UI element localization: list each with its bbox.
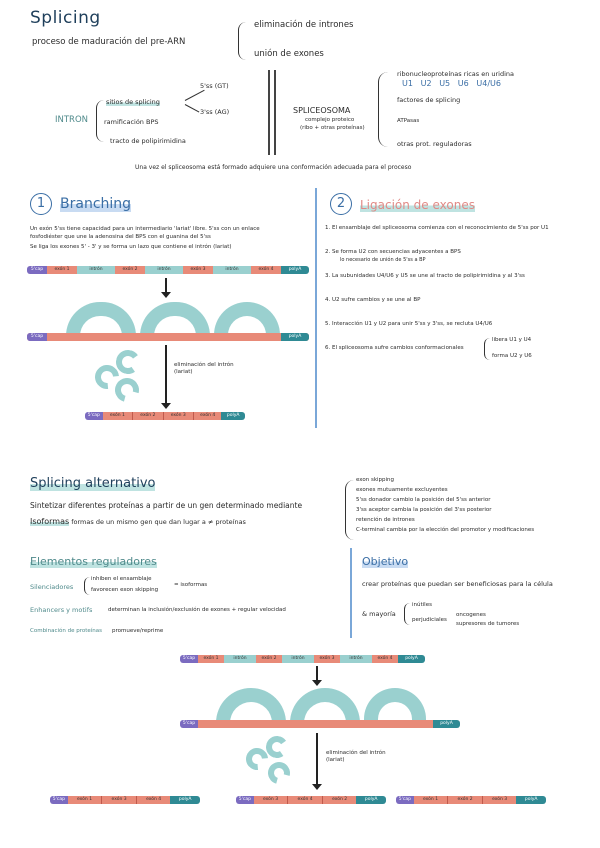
intron-label: INTRON [55,115,89,125]
exon-segment: exón 3 [101,796,136,804]
exon-segment: exón 1 [47,266,77,274]
divider-bar [274,70,276,155]
exon-segment: exón 4 [372,655,398,663]
ligation-title: Ligación de exones [360,198,475,212]
exon-segment: exón 1 [103,412,132,420]
intron-loop [290,688,360,724]
connector [185,90,205,101]
objective-perjudiciales: perjudiciales [412,617,447,623]
branch-2: unión de exones [254,49,324,59]
spliceosome-sub2: (ribo + otras proteínas) [300,125,365,131]
mechanism-item: 5'ss donador cambio la posición del 5'ss anterior [356,497,491,503]
spliceosome-sub: complejo proteico [305,117,355,123]
arrow-head [161,403,171,409]
mechanism-item: C-terminal cambia por la elección del promotor y modificaciones [356,527,535,533]
spliceosome-item-3: ATPasas [397,118,420,124]
spliceosome-item-2: factores de splicing [397,96,461,104]
branching-text-3: Se liga los exones 5' - 3' y se forma un lazo que contiene el intrón (lariat) [30,244,232,250]
objective-inutiles: inútiles [412,602,432,608]
alt-title: Splicing alternativo [30,476,156,491]
divider-bar [268,70,270,155]
arrow-head [161,292,171,298]
alt-text: Sintetizar diferentes proteínas a partir de un gen determinado mediante [30,501,303,510]
exon-segment: exón 4 [251,266,281,274]
spliceosome-item-4: otras prot. reguladoras [397,140,472,148]
exon-segment: exón 1 [414,796,448,804]
spliced-strand [27,333,309,341]
intron-item-2: ramificación BPS [104,118,159,126]
exon-segment: exón 1 [68,796,102,804]
isoforms-line: Isoformas formas de un mismo gen que dan lugar a ≠ proteínas [30,517,246,526]
intron-segment: intrón [282,655,314,663]
exon-segment: exón 3 [314,655,340,663]
lariat-label-2: eliminación del intrón (lariat) [326,750,386,763]
objective-sub-a: oncogenes [456,612,486,618]
combo-text: promueve/reprime [112,628,164,634]
branch-1: eliminación de intrones [254,20,354,30]
tail-segment: polyA [281,333,309,341]
exon-segment: exón 2 [322,796,357,804]
intron-loop [216,688,286,724]
pre-mrna-strand [27,266,309,274]
spliceosome-label: SPLICEOSOMA [293,106,351,115]
exon-segment: exón 2 [256,655,282,663]
ligation-step-4: 4. U2 sufre cambios y se une al BP [325,297,421,303]
page-title: Splicing [30,8,101,28]
exon-segment: exón 4 [193,412,221,420]
tail-segment: polyA [398,655,425,663]
exon-segment: exón 3 [183,266,213,274]
objective-sub-b: supresores de tumores [456,621,520,627]
regulators-title: Elementos reguladores [30,555,157,568]
exon-segment [47,333,281,341]
cap-segment: 5'cap [236,796,254,804]
intron-loop [66,302,136,336]
cap-segment: 5'cap [50,796,68,804]
spliceosome-item-1: ribonucleoproteínas ricas en uridina [397,70,515,78]
objective-text: crear proteínas que puedan ser beneficiosas para la célula [362,580,553,588]
lariat [264,758,294,788]
tail-segment: polyA [281,266,309,274]
cap-segment: 5'cap [396,796,414,804]
ligation-step-3: 3. La subunidades U4/U6 y U5 se une al tracto de polipirimidina y al 3'ss [325,273,525,279]
isoform-strand-3 [396,796,546,804]
ligation-step-2-sub: lo necesario de unión de 5'ss a BP [340,257,426,263]
exon-segment: exón 3 [482,796,517,804]
silencers-brace [84,577,91,595]
tail-segment: polyA [516,796,546,804]
exon-segment: exón 2 [115,266,145,274]
step6-a: libera U1 y U4 [492,337,532,343]
mechanism-item: exones mutuamente excluyentes [356,487,448,493]
intron-item-1: sitios de splicing [106,98,160,106]
branching-text-1: Un exón 5'ss tiene capacidad para un intermediario 'lariat' libre. 5'ss con un enlace [30,226,260,232]
silencers-label: Silenciadores [30,583,74,591]
ligation-step-2: 2. Se forma U2 con secuencias adyacentes a BPS [325,249,461,255]
tail-segment: polyA [433,720,460,728]
silencers-result: = isoformas [174,582,208,588]
objective-bullet: & mayoría [362,610,396,618]
spliceosome-brace [378,72,389,147]
enhancers-text: determinan la inclusión/exclusión de exones + regular velocidad [108,607,286,613]
intron-loop [140,302,210,336]
cap-segment: 5'cap [27,266,47,274]
cap-segment: 5'cap [180,720,198,728]
cap-segment: 5'cap [27,333,47,341]
connector [185,104,200,112]
exon-segment: exón 2 [447,796,482,804]
column-divider [315,188,317,428]
arrow-head [312,680,322,686]
intron-segment: intrón [340,655,372,663]
isoform-strand-1 [50,796,200,804]
lariat-label: eliminación del intrón (lariat) [174,362,234,375]
step-number-1: 1 [30,193,52,215]
silencers-a: inhiben el ensamblaje [91,576,152,582]
arrow-down [165,345,167,407]
step-number-2: 2 [330,193,352,215]
ligation-step-5: 5. Interacción U1 y U2 para unir 5'ss y 3'ss, se recluta U4/U6 [325,321,493,327]
combo-label: Combinación de proteínas [30,628,102,634]
intron-loop [214,302,280,336]
tail-segment: polyA [356,796,386,804]
exon-segment: exón 4 [287,796,322,804]
ligation-step-6: 6. El spliceosoma sufre cambios conformacionales [325,345,464,351]
tail-segment: polyA [170,796,200,804]
intron-segment: intrón [145,266,183,274]
column-divider [350,548,352,638]
enhancers-label: Enhancers y motifs [30,606,93,614]
intron-segment: intrón [77,266,115,274]
intron-loop [364,688,426,724]
mechanisms-list [356,477,596,534]
silencers-b: favorecen exon skipping [91,587,159,593]
site-5ss: 5'ss (GT) [200,82,229,90]
intron-segment: intrón [213,266,251,274]
mechanism-item: retención de intrones [356,517,415,523]
arrow-down [316,733,318,788]
objective-brace [404,603,411,625]
branching-text-2: fosfodiéster que une la adenosina del BPS con el guanina del 5'ss [30,234,211,240]
ligation-step-1: 1. El ensamblaje del spliceosoma comienza con el reconocimiento de 5'ss por U1 [325,225,549,231]
step6-brace [484,338,491,360]
isoform-strand-2 [236,796,386,804]
definition-text: proceso de maduración del pre-ARN [32,37,186,47]
objective-title: Objetivo [362,555,409,568]
site-3ss: 3'ss (AG) [200,108,230,116]
spliced-strand-2 [180,720,460,728]
exon-segment: exón 1 [198,655,224,663]
exon-segment: exón 3 [163,412,193,420]
snrnp-list: U1 U2 U5 U6 U4/U6 [402,79,501,88]
mechanisms-brace [345,480,354,540]
arrow-head [312,784,322,790]
exon-segment: exón 2 [132,412,162,420]
tail-segment: polyA [221,412,245,420]
brace [238,22,249,60]
exon-segment: exón 3 [254,796,288,804]
cap-segment: 5'cap [85,412,103,420]
branching-title: Branching [60,196,132,212]
formation-note: Una vez el spliceosoma está formado adquiere una conformación adecuada para el proceso [135,164,412,171]
intron-item-3: tracto de polipirimidina [110,137,186,145]
intron-segment: intrón [224,655,256,663]
step6-b: forma U2 y U6 [492,353,532,359]
mature-mrna [85,412,245,420]
cap-segment: 5'cap [180,655,198,663]
mechanism-item: exon skipping [356,477,395,483]
exon-segment [198,720,433,728]
exon-segment: exón 4 [136,796,171,804]
mechanism-item: 3'ss aceptor cambia la posición del 3'ss posterior [356,507,492,513]
pre-mrna-strand-2 [180,655,425,663]
